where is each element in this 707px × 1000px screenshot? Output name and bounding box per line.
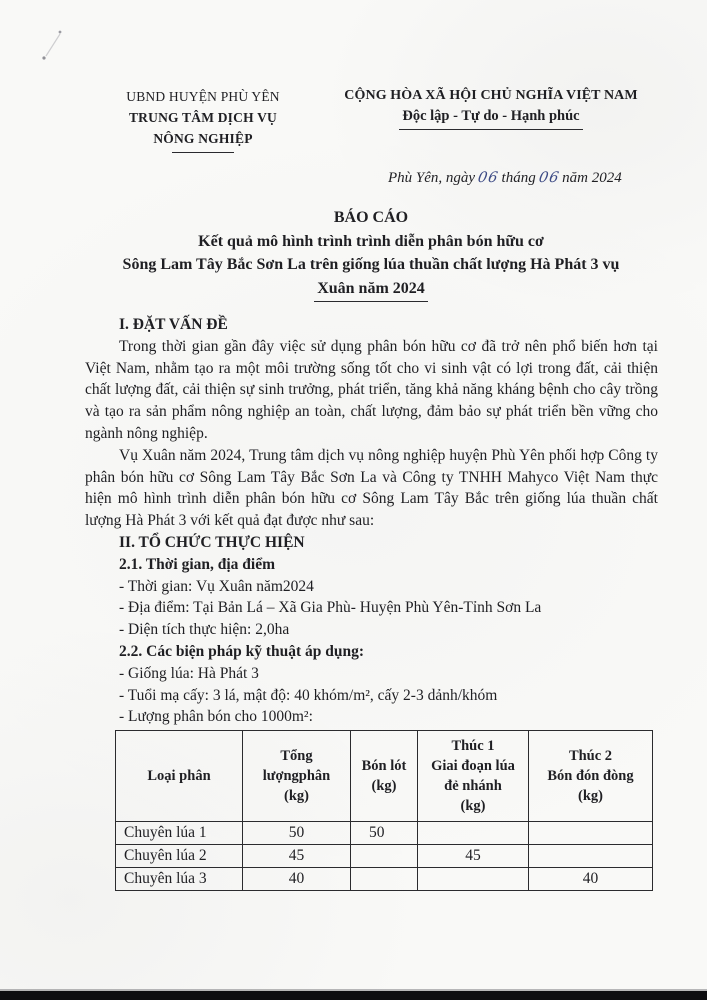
header-line: Bón lót	[361, 758, 407, 775]
org-underline-rule	[172, 152, 234, 153]
table-cell	[351, 868, 418, 891]
header-line: Giai đoạn lúa	[431, 758, 515, 775]
section-1-paragraph-1: Trong thời gian gần đây việc sử dụng phân bón hữu cơ đã trở nên phổ biến hơn tại Việt Nam, nhằm tạo ra một môi trường sống tốt cho vi sinh vật có lợi trong đất, cải thiện chất lượng đất, cải thiện sự sinh trưởng, phát triển, tăng khả năng kháng bệnh cho cây trồng và tạo ra sản phẩm nông nghiệp an toàn, chất lượng, đảm bảo sự phát triển bền vững cho ngành nông nghiệp.	[85, 337, 658, 442]
header-line: đẻ nhánh	[444, 778, 502, 795]
header-line: (kg)	[578, 788, 603, 805]
national-motto-block	[322, 86, 660, 153]
table-cell: 50	[351, 822, 418, 845]
table-header-topdress-2	[529, 731, 653, 822]
table-cell: Chuyên lúa 1	[116, 822, 243, 845]
table-header-base-dressing	[351, 731, 418, 822]
section-2-2-heading: 2.2. Các biện pháp kỹ thuật áp dụng:	[119, 642, 365, 660]
document-body	[85, 314, 658, 891]
table-header-row	[116, 731, 653, 822]
report-subtitle-line3: Xuân năm 2024	[314, 277, 428, 303]
date-middle: tháng	[501, 170, 536, 186]
table-header-topdress-1	[418, 731, 529, 822]
org-name-line2: NÔNG NGHIỆP	[153, 131, 253, 146]
issuing-org-block	[84, 86, 322, 153]
table-header-total-amount	[243, 731, 351, 822]
header-line: Thúc 1	[451, 738, 495, 755]
table-cell	[529, 845, 653, 868]
org-parent-name: UBND HUYỆN PHÙ YÊN	[126, 89, 280, 104]
national-motto: Độc lập - Tự do - Hạnh phúc	[399, 106, 582, 130]
list-item-fertilizer-amount: - Lượng phân bón cho 1000m²:	[119, 708, 313, 726]
pencil-scratch-mark	[38, 28, 72, 64]
date-suffix: năm 2024	[562, 170, 622, 186]
header-line: Thúc 2	[568, 748, 613, 765]
list-item-area: - Diện tích thực hiện: 2,0ha	[119, 621, 290, 639]
table-cell: 40	[529, 868, 653, 891]
handwritten-month: 06	[537, 170, 561, 186]
header-line: Tổng	[280, 748, 313, 765]
section-1-heading: I. ĐẶT VẤN ĐỀ	[119, 316, 228, 333]
table-cell: 45	[418, 845, 529, 868]
table-cell: 45	[243, 845, 351, 868]
scan-edge-bar	[0, 991, 707, 1000]
table-row	[116, 868, 653, 891]
report-subtitle-line2: Sông Lam Tây Bắc Sơn La trên giống lúa thuần chất lượng Hà Phát 3 vụ	[122, 256, 620, 273]
list-item-variety: - Giống lúa: Hà Phát 3	[119, 664, 259, 682]
fertilizer-table	[115, 730, 653, 891]
report-title: BÁO CÁO	[333, 209, 409, 226]
national-title: CỘNG HÒA XÃ HỘI CHỦ NGHĨA VIỆT NAM	[344, 88, 638, 103]
table-cell	[351, 845, 418, 868]
table-cell	[529, 822, 653, 845]
list-item-seedling: - Tuổi mạ cấy: 3 lá, mật độ: 40 khóm/m², cấy 2-3 dảnh/khóm	[119, 686, 498, 704]
section-2-heading: II. TỔ CHỨC THỰC HIỆN	[119, 533, 305, 551]
header-line: (kg)	[460, 798, 486, 815]
org-name-line1: TRUNG TÂM DỊCH VỤ	[128, 110, 278, 125]
list-item-time: - Thời gian: Vụ Xuân năm2024	[119, 577, 314, 595]
header-line: lượngphân	[262, 768, 331, 785]
handwritten-day: 06	[476, 170, 500, 186]
table-cell	[418, 868, 529, 891]
header-line: (kg)	[371, 778, 397, 795]
table-row	[116, 845, 653, 868]
header-line: Bón đón đòng	[547, 768, 634, 785]
table-cell	[418, 822, 529, 845]
header-line: (kg)	[284, 788, 309, 805]
section-1-paragraph-2: Vụ Xuân năm 2024, Trung tâm dịch vụ nông nghiệp huyện Phù Yên phối hợp Công ty phân bón hữu cơ Sông Lam Tây Bắc Sơn La và Công ty TNHH Mahyco Việt Nam thực hiện mô hình trình diễn phân bón hữu cơ Sông Lam Tây Bắc trên giống lúa thuần chất lượng Hà Phát 3 với kết quả đạt được như sau:	[85, 446, 658, 530]
table-cell: Chuyên lúa 2	[116, 845, 243, 868]
table-cell: 50	[243, 822, 351, 845]
table-cell: 40	[243, 868, 351, 891]
place-date-line	[388, 170, 638, 187]
table-cell: Chuyên lúa 3	[116, 868, 243, 891]
list-item-location: - Địa điểm: Tại Bản Lá – Xã Gia Phù- Huyện Phù Yên-Tỉnh Sơn La	[119, 599, 542, 617]
document-header	[84, 86, 660, 153]
table-row	[116, 822, 653, 845]
report-subtitle-line1: Kết quả mô hình trình trình diễn phân bón hữu cơ	[198, 232, 544, 250]
report-title-block	[85, 206, 657, 302]
date-prefix: Phù Yên, ngày	[388, 170, 476, 186]
header-line: Loại phân	[147, 768, 211, 785]
section-2-1-heading: 2.1. Thời gian, địa điểm	[119, 555, 276, 573]
table-header-fertilizer-type	[116, 731, 243, 822]
